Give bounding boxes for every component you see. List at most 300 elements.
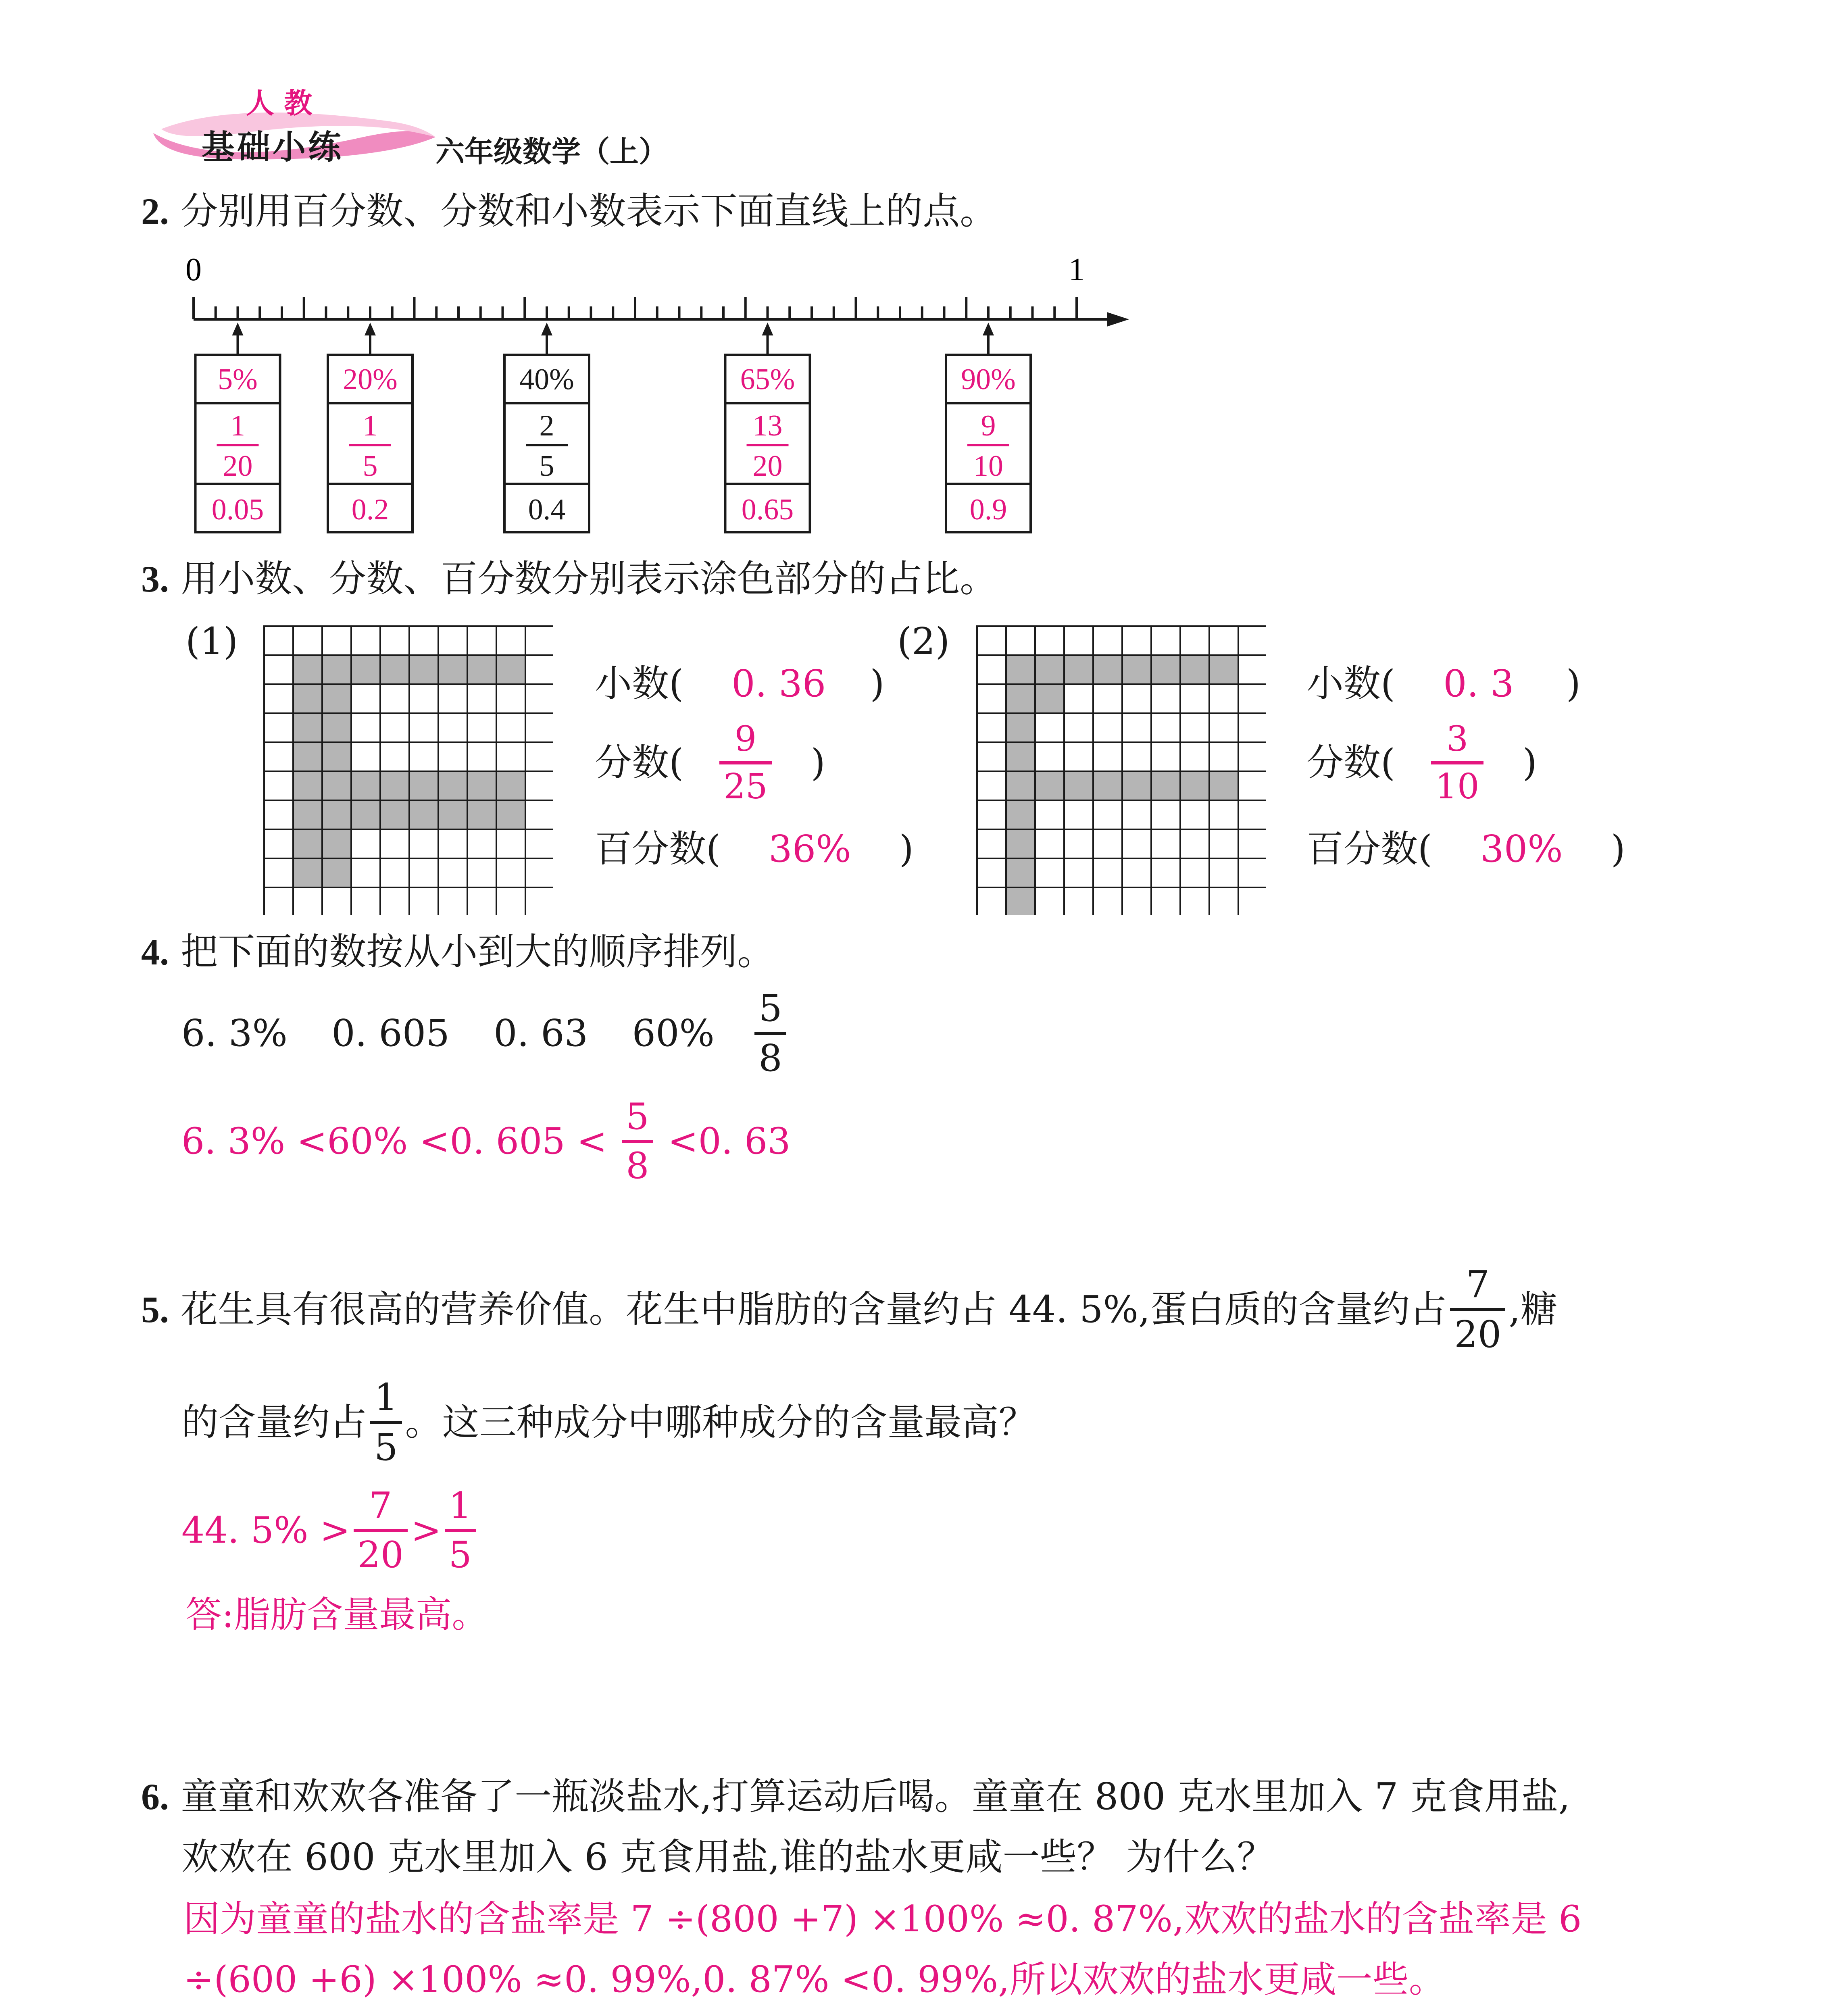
percent-value: 20%: [343, 363, 398, 396]
grid-cell: [438, 626, 467, 655]
grid-cell: [1151, 800, 1180, 829]
fraction-answer: [1431, 719, 1483, 807]
number-item: 60%: [632, 1012, 715, 1055]
percent-answer: 36%: [769, 827, 851, 871]
grid-cell: [322, 887, 351, 915]
shaded-cell: [438, 655, 467, 684]
grid-cell: [525, 655, 553, 684]
grid-cell: [264, 887, 293, 915]
grid-cell: [525, 713, 553, 742]
axis-end-label: 1: [1069, 252, 1085, 287]
grid-cell: [1209, 887, 1238, 915]
grid-cell: [293, 887, 322, 915]
grid-cell: [1093, 684, 1122, 713]
close-paren: ): [810, 741, 825, 784]
grid-cell: [409, 887, 438, 915]
grid-cell: [1151, 713, 1180, 742]
shaded-cell: [322, 829, 351, 858]
grid-cell: [351, 887, 380, 915]
question-text: 把下面的数按从小到大的顺序排列。: [181, 930, 775, 973]
grid-cell: [496, 742, 525, 771]
grid-cell: [1238, 713, 1266, 742]
grid-cell: [496, 713, 525, 742]
grid-cell: [1122, 684, 1151, 713]
question-text: 童童和欢欢各准备了一瓶淡盐水,打算运动后喝。童童在 800 克水里加入 7 克食用盐,: [181, 1775, 1570, 1818]
grid-cell: [351, 858, 380, 887]
grid-cell: [264, 800, 293, 829]
fraction-denominator: 20: [1450, 1308, 1505, 1353]
grid-cell: [1035, 800, 1064, 829]
close-paren: ): [870, 662, 885, 705]
grid-cell: [351, 742, 380, 771]
grid-cell: [1238, 829, 1266, 858]
grid-cell: [438, 684, 467, 713]
grid-cell: [977, 887, 1006, 915]
shaded-cell: [1006, 684, 1035, 713]
shaded-cell: [1180, 655, 1209, 684]
percent-label: 百分数(: [595, 827, 721, 871]
grid-cell: [351, 626, 380, 655]
point-box-1: [196, 323, 280, 532]
grid-cell: [1238, 771, 1266, 800]
grid-cell: [1064, 742, 1093, 771]
grid-cell: [380, 626, 409, 655]
grid-cell: [264, 829, 293, 858]
shaded-cell: [1151, 771, 1180, 800]
answer-text: <0. 63: [668, 1120, 791, 1162]
grid-cell: [1238, 655, 1266, 684]
grid-cell: [409, 829, 438, 858]
grid-cell: [1180, 713, 1209, 742]
grid-cell: [977, 800, 1006, 829]
question-text: 花生具有很高的营养价值。花生中脂肪的含量约占 44. 5%,蛋白质的含量约占: [181, 1288, 1447, 1331]
number-item: 6. 3%: [181, 1012, 288, 1055]
fraction-numerator: 5: [626, 1095, 649, 1138]
grid-cell: [264, 858, 293, 887]
fraction-label: 分数(: [595, 741, 683, 784]
grid-cell: [1093, 713, 1122, 742]
arrow-up-icon: [232, 323, 244, 335]
shaded-cell: [409, 800, 438, 829]
fraction-denominator: 8: [754, 1032, 786, 1077]
grid-cell: [1209, 684, 1238, 713]
shaded-cell: [293, 771, 322, 800]
shaded-cell: [322, 713, 351, 742]
fraction-denominator: 10: [973, 450, 1003, 483]
grid-cell: [1035, 829, 1064, 858]
grid-cell: [264, 684, 293, 713]
grid-cell: [409, 858, 438, 887]
shaded-cell: [351, 655, 380, 684]
shaded-cell: [322, 655, 351, 684]
grid-cell: [1122, 742, 1151, 771]
shaded-cell: [380, 771, 409, 800]
fraction-denominator: 5: [363, 450, 378, 483]
grid-cell: [380, 829, 409, 858]
shaded-cell: [322, 771, 351, 800]
grid-cell: [1180, 858, 1209, 887]
shaded-cell: [293, 713, 322, 742]
grid-cell: [1180, 626, 1209, 655]
shaded-cell: [1093, 655, 1122, 684]
shaded-cell: [1035, 684, 1064, 713]
fraction-numerator: 9: [981, 409, 996, 442]
decimal-value: 0.65: [741, 493, 794, 526]
grid-cell: [1122, 626, 1151, 655]
number-item: 0. 605: [331, 1012, 450, 1055]
grid-cell: [1093, 829, 1122, 858]
decimal-label: 小数(: [1306, 662, 1395, 705]
grid-cell: [1064, 858, 1093, 887]
fraction-denominator: 25: [719, 761, 771, 804]
point-box-2: [328, 323, 413, 532]
shaded-cell: [1006, 829, 1035, 858]
grid-cell: [1064, 713, 1093, 742]
shaded-cell: [293, 829, 322, 858]
fraction-numerator: 3: [1446, 719, 1469, 759]
grid-cell: [496, 887, 525, 915]
shaded-cell: [1122, 771, 1151, 800]
answer-text: >: [411, 1509, 442, 1552]
grid-cell: [1238, 800, 1266, 829]
grid-cell: [438, 829, 467, 858]
grid-cell: [1238, 742, 1266, 771]
grid-cell: [438, 887, 467, 915]
grid-cell: [438, 858, 467, 887]
grid-cell: [1238, 887, 1266, 915]
shaded-cell: [380, 800, 409, 829]
grid-cell: [1122, 800, 1151, 829]
grid-cell: [1093, 858, 1122, 887]
grid-cell: [496, 684, 525, 713]
fraction-denominator: 5: [370, 1421, 402, 1466]
shaded-cell: [293, 800, 322, 829]
answer-text: 6. 3% <60% <0. 605 <: [181, 1120, 607, 1162]
arrow-up-icon: [365, 323, 376, 335]
grid-cell: [525, 829, 553, 858]
fraction-numerator: 1: [230, 409, 245, 442]
question-text: ,糖: [1508, 1288, 1558, 1331]
shaded-cell: [293, 742, 322, 771]
answer-line-2: ÷(600 +6) ×100% ≈0. 99%,0. 87% <0. 99%,所以欢欢的盐水更咸一些。: [183, 1958, 1445, 2001]
grid-cell: [409, 742, 438, 771]
fraction-denominator: 20: [354, 1529, 408, 1573]
shaded-cell: [1064, 655, 1093, 684]
comparison-answer: [181, 1485, 479, 1576]
grid-cell: [380, 858, 409, 887]
decimal-value: 0.9: [969, 493, 1007, 526]
shaded-cell: [1006, 887, 1035, 915]
grid-cell: [264, 626, 293, 655]
grid-cell: [1064, 626, 1093, 655]
shaded-cell: [1180, 771, 1209, 800]
hundred-grid-2: [976, 625, 1266, 915]
fraction-numerator: 1: [363, 409, 378, 442]
point-box-4: [725, 323, 810, 532]
grid-cell: [977, 829, 1006, 858]
grid-cell: [264, 742, 293, 771]
fraction-denominator: 20: [223, 450, 253, 483]
shaded-cell: [1035, 655, 1064, 684]
grid-cell: [1122, 829, 1151, 858]
shaded-cell: [409, 655, 438, 684]
number-line-ticks: [194, 297, 1077, 319]
shaded-cell: [467, 771, 496, 800]
grid-cell: [1151, 887, 1180, 915]
grid-cell: [438, 713, 467, 742]
arrow-right-icon: [1107, 312, 1129, 327]
question-text: 的含量约占: [181, 1401, 367, 1444]
grid-cell: [467, 626, 496, 655]
grid-cell: [351, 713, 380, 742]
shaded-cell: [1006, 742, 1035, 771]
shaded-cell: [293, 858, 322, 887]
grid-cell: [1209, 800, 1238, 829]
grid-cell: [1209, 626, 1238, 655]
grid-cell: [1064, 800, 1093, 829]
fraction-numerator: 7: [369, 1485, 392, 1527]
question-text: 。这三种成分中哪种成分的含量最高？: [405, 1401, 1036, 1444]
shaded-cell: [1151, 655, 1180, 684]
grid-cell: [1151, 626, 1180, 655]
decimal-value: 0.05: [211, 493, 264, 526]
question-text: 用小数、分数、百分数分别表示涂色部分的占比。: [181, 557, 997, 600]
fraction-denominator: 10: [1431, 761, 1483, 804]
shaded-cell: [293, 655, 322, 684]
shaded-cell: [1006, 771, 1035, 800]
percent-value: 90%: [961, 363, 1016, 396]
number-line-figure: [161, 242, 1161, 548]
grid-cell: [1035, 858, 1064, 887]
grid-cell: [409, 684, 438, 713]
grid-cell: [1122, 713, 1151, 742]
grid-cell: [1064, 887, 1093, 915]
fraction-numerator: 5: [758, 987, 782, 1030]
grid-cell: [1151, 742, 1180, 771]
grid-cell: [1122, 887, 1151, 915]
grid-cell: [1238, 626, 1266, 655]
grid-cell: [525, 887, 553, 915]
number-item: 0. 63: [494, 1012, 588, 1055]
grid-cell: [322, 626, 351, 655]
grid-cell: [1180, 887, 1209, 915]
grid-cell: [1035, 626, 1064, 655]
grid-cell: [977, 742, 1006, 771]
grid-cell: [496, 626, 525, 655]
shaded-cell: [322, 742, 351, 771]
shaded-cell: [322, 684, 351, 713]
grid-cell: [380, 713, 409, 742]
fraction-denominator: 5: [539, 450, 554, 483]
grid-cell: [1238, 684, 1266, 713]
fraction-numerator: 13: [752, 409, 783, 442]
grid-cell: [293, 626, 322, 655]
question-number: 5: [141, 1289, 160, 1330]
grid-cell: [1209, 742, 1238, 771]
grid-cell: [525, 771, 553, 800]
grid-cell: [1180, 684, 1209, 713]
grid-cell: [1151, 858, 1180, 887]
grid-cell: [1180, 742, 1209, 771]
question-number: 2: [141, 191, 160, 232]
grid-cell: [351, 829, 380, 858]
question-text: 分别用百分数、分数和小数表示下面直线上的点。: [181, 190, 997, 233]
question-number: 4: [141, 931, 160, 973]
shaded-cell: [467, 800, 496, 829]
grid-cell: [1035, 713, 1064, 742]
percent-answer: 30%: [1480, 827, 1563, 871]
grid-cell: [1209, 829, 1238, 858]
grid-cell: [1209, 858, 1238, 887]
grid-cell: [1093, 887, 1122, 915]
hundred-grid-1: [263, 625, 553, 915]
answer-line-1: 因为童童的盐水的含盐率是 7 ÷(800 +7) ×100% ≈0. 87%,欢欢的盐水的含盐率是 6: [183, 1898, 1582, 1940]
fraction-numerator: 7: [1466, 1263, 1490, 1306]
shaded-cell: [496, 771, 525, 800]
grid-cell: [1093, 626, 1122, 655]
grid-cell: [467, 829, 496, 858]
grid-cell: [380, 684, 409, 713]
grid-cell: [496, 858, 525, 887]
point-box-5: [946, 323, 1031, 532]
shaded-cell: [322, 800, 351, 829]
grid-cell: [1180, 829, 1209, 858]
grid-cell: [467, 887, 496, 915]
shaded-cell: [1006, 713, 1035, 742]
decimal-value: 0.2: [351, 493, 389, 526]
grid-cell: [1093, 742, 1122, 771]
shaded-cell: [438, 800, 467, 829]
shaded-cell: [409, 771, 438, 800]
close-paren: ): [899, 827, 914, 871]
series-title: 基础小练: [202, 128, 344, 167]
question-number: 3: [141, 558, 160, 600]
grid-cell: [351, 684, 380, 713]
arrow-up-icon: [541, 323, 552, 335]
grid-cell: [525, 800, 553, 829]
grid-cell: [525, 626, 553, 655]
fraction-label: 分数(: [1306, 741, 1395, 784]
part-1-label: (1): [185, 620, 238, 663]
grid-cell: [977, 713, 1006, 742]
percent-value: 40%: [519, 363, 574, 396]
question-text: 欢欢在 600 克水里加入 6 克食用盐,谁的盐水更咸一些？ 为什么？: [181, 1835, 1274, 1879]
close-paren: ): [1611, 827, 1625, 871]
grid-cell: [1064, 684, 1093, 713]
shaded-cell: [1006, 655, 1035, 684]
grid-cell: [467, 684, 496, 713]
percent-label: 百分数(: [1306, 827, 1432, 871]
grid-cell: [977, 771, 1006, 800]
close-paren: ): [1522, 741, 1537, 784]
ordering-answer: [181, 1095, 791, 1187]
arrow-up-icon: [762, 323, 773, 335]
shaded-cell: [496, 655, 525, 684]
grid-cell: [977, 684, 1006, 713]
shaded-cell: [1122, 655, 1151, 684]
fraction-numerator: 2: [539, 409, 554, 442]
decimal-answer: 0. 3: [1443, 662, 1514, 705]
fraction-denominator: 5: [445, 1529, 476, 1573]
grid-cell: [438, 742, 467, 771]
shaded-cell: [1093, 771, 1122, 800]
grid-cell: [409, 626, 438, 655]
grid-cell: [525, 742, 553, 771]
grid-cell: [264, 655, 293, 684]
grid-cell: [264, 713, 293, 742]
numbers-to-order: [181, 987, 790, 1080]
answer-text: 44. 5% >: [181, 1509, 350, 1552]
grid-cell: [409, 713, 438, 742]
part-2-label: (2): [897, 620, 950, 663]
decimal-value: 0.4: [528, 493, 566, 526]
shaded-cell: [496, 800, 525, 829]
close-paren: ): [1566, 662, 1581, 705]
grid-cell: [1180, 800, 1209, 829]
axis-start-label: 0: [185, 252, 202, 287]
fraction-numerator: 1: [374, 1376, 398, 1419]
arrow-up-icon: [983, 323, 994, 335]
grid-cell: [380, 887, 409, 915]
answer-statement: 答:脂肪含量最高。: [185, 1593, 488, 1636]
subject-title: 六年级数学（上）: [435, 135, 668, 169]
shaded-cell: [380, 655, 409, 684]
publisher-label: 人 教: [246, 87, 313, 120]
grid-cell: [380, 742, 409, 771]
grid-cell: [1209, 713, 1238, 742]
percent-value: 5%: [218, 363, 258, 396]
grid-cell: [1035, 742, 1064, 771]
shaded-cell: [467, 655, 496, 684]
question-number: 6: [141, 1776, 160, 1817]
shaded-cell: [1209, 655, 1238, 684]
grid-cell: [1151, 684, 1180, 713]
grid-cell: [467, 858, 496, 887]
decimal-answer: 0. 36: [731, 662, 826, 705]
fraction-numerator: 9: [734, 719, 757, 759]
shaded-cell: [1006, 800, 1035, 829]
grid-cell: [525, 858, 553, 887]
shaded-cell: [351, 800, 380, 829]
fraction-item: [754, 987, 786, 1080]
decimal-label: 小数(: [595, 662, 683, 705]
grid-cell: [1006, 626, 1035, 655]
shaded-cell: [1006, 858, 1035, 887]
grid-cell: [977, 626, 1006, 655]
shaded-cell: [438, 771, 467, 800]
shaded-cell: [351, 771, 380, 800]
point-box-3: [504, 323, 589, 532]
grid-cell: [977, 858, 1006, 887]
grid-cell: [496, 829, 525, 858]
grid-cell: [1093, 800, 1122, 829]
grid-cell: [525, 684, 553, 713]
grid-cell: [467, 713, 496, 742]
fraction-denominator: 8: [622, 1140, 653, 1184]
fraction-numerator: 1: [448, 1485, 472, 1527]
shaded-cell: [322, 858, 351, 887]
shaded-cell: [1035, 771, 1064, 800]
grid-cell: [467, 742, 496, 771]
shaded-cell: [293, 684, 322, 713]
fraction-answer: [719, 719, 771, 807]
grid-cell: [1035, 887, 1064, 915]
shaded-cell: [1064, 771, 1093, 800]
grid-cell: [1238, 858, 1266, 887]
percent-value: 65%: [740, 363, 795, 396]
shaded-cell: [1209, 771, 1238, 800]
grid-cell: [1151, 829, 1180, 858]
